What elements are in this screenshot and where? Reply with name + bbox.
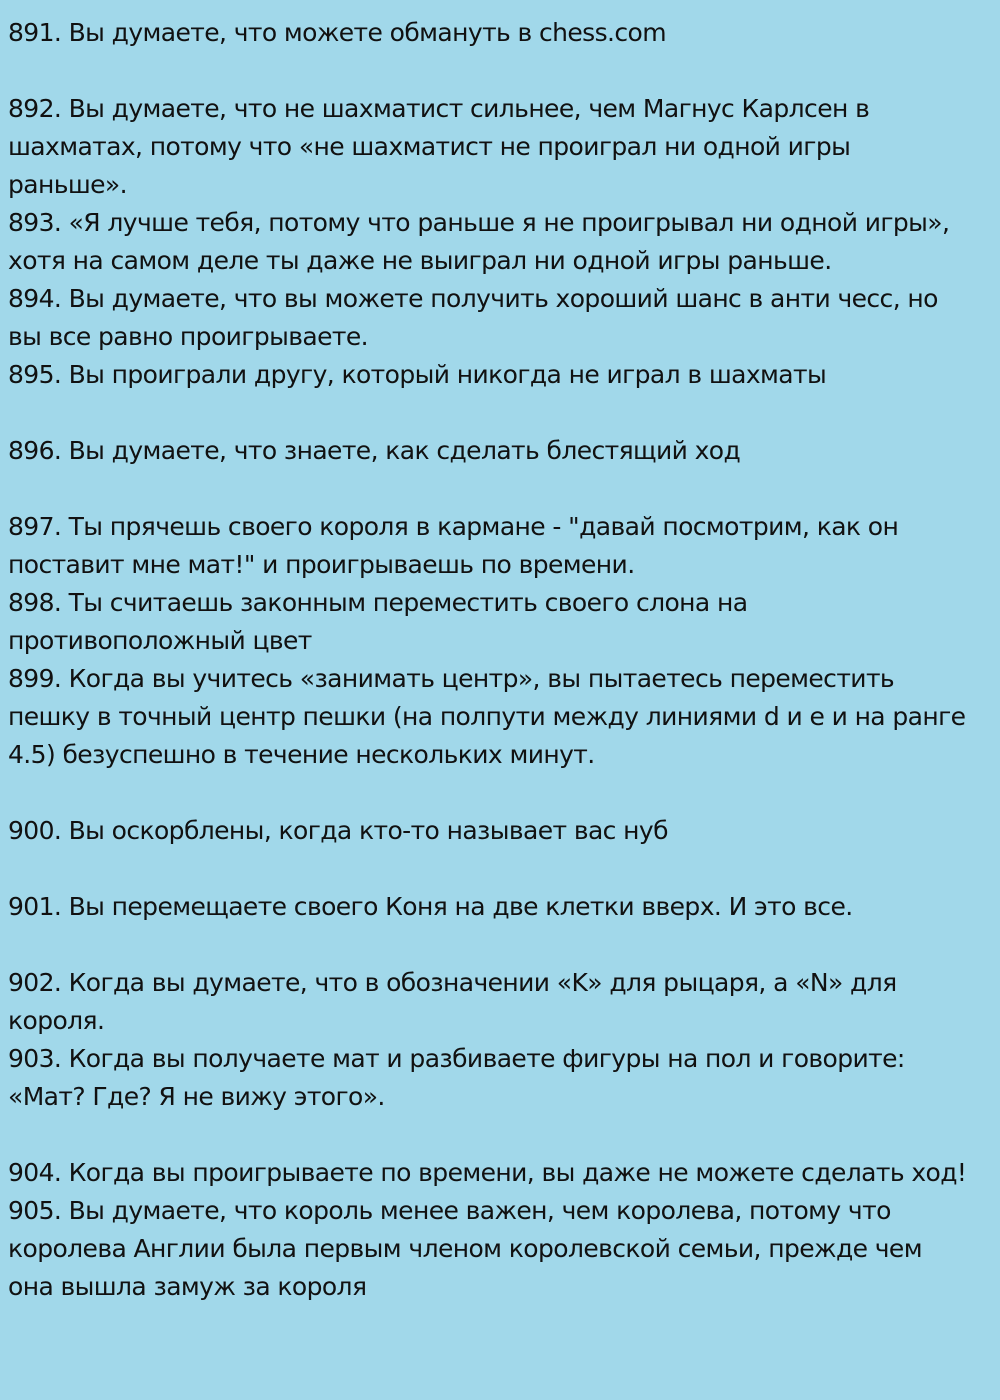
blank-line: [8, 926, 992, 964]
text-line: поставит мне мат!" и проигрываешь по времени.: [8, 550, 635, 579]
text-line: 4.5) безуспешно в течение нескольких минут.: [8, 740, 595, 769]
text-line: 896. Вы думаете, что знаете, как сделать блестящий ход: [8, 436, 741, 465]
text-line: 891. Вы думаете, что можете обмануть в chess.com: [8, 18, 666, 47]
text-line: 900. Вы оскорблены, когда кто-то называет вас нуб: [8, 816, 668, 845]
text-line: 897. Ты прячешь своего короля в кармане - "давай посмотрим, как он: [8, 512, 899, 541]
blank-line: [8, 52, 992, 90]
text-body: [8, 14, 992, 1306]
text-line: пешку в точный центр пешки (на полпути между линиями d и e и на ранге: [8, 702, 966, 731]
text-line: 902. Когда вы думаете, что в обозначении «K» для рыцаря, а «N» для: [8, 968, 897, 997]
text-line: раньше».: [8, 170, 127, 199]
blank-line: [8, 394, 992, 432]
text-line: 903. Когда вы получаете мат и разбиваете фигуры на пол и говорите:: [8, 1044, 905, 1073]
text-line: 904. Когда вы проигрываете по времени, вы даже не можете сделать ход!: [8, 1158, 967, 1187]
text-line: вы все равно проигрываете.: [8, 322, 368, 351]
text-line: «Мат? Где? Я не вижу этого».: [8, 1082, 385, 1111]
text-line: 899. Когда вы учитесь «занимать центр», вы пытаетесь переместить: [8, 664, 895, 693]
text-line: 892. Вы думаете, что не шахматист сильнее, чем Магнус Карлсен в: [8, 94, 870, 123]
text-line: 901. Вы перемещаете своего Коня на две клетки вверх. И это все.: [8, 892, 853, 921]
text-line: противоположный цвет: [8, 626, 312, 655]
blank-line: [8, 774, 992, 812]
text-line: 905. Вы думаете, что король менее важен, чем королева, потому что: [8, 1196, 891, 1225]
text-line: 895. Вы проиграли другу, который никогда не играл в шахматы: [8, 360, 827, 389]
text-line: 894. Вы думаете, что вы можете получить хороший шанс в анти чесс, но: [8, 284, 938, 313]
text-line: короля.: [8, 1006, 105, 1035]
blank-line: [8, 1116, 992, 1154]
blank-line: [8, 850, 992, 888]
text-line: она вышла замуж за короля: [8, 1272, 367, 1301]
blank-line: [8, 470, 992, 508]
text-line: 898. Ты считаешь законным переместить своего слона на: [8, 588, 748, 617]
text-line: королева Англии была первым членом королевской семьи, прежде чем: [8, 1234, 922, 1263]
text-line: 893. «Я лучше тебя, потому что раньше я не проигрывал ни одной игры»,: [8, 208, 950, 237]
text-line: шахматах, потому что «не шахматист не проиграл ни одной игры: [8, 132, 851, 161]
text-line: хотя на самом деле ты даже не выиграл ни одной игры раньше.: [8, 246, 832, 275]
